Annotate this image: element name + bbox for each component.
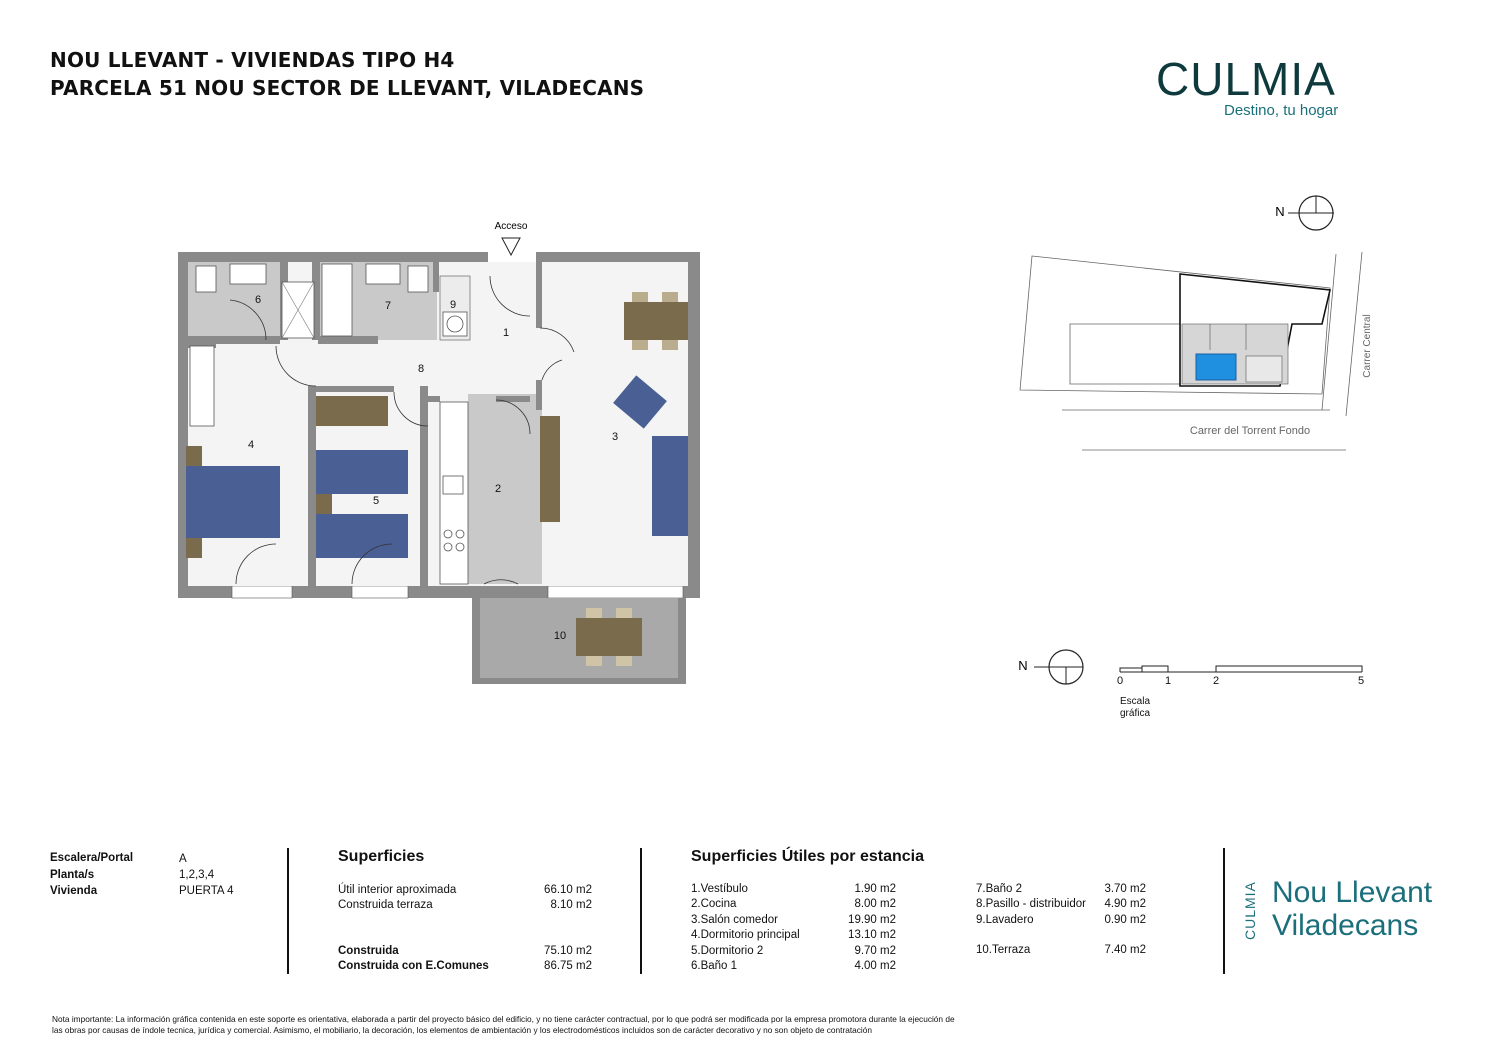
sup-label-construida: Construida bbox=[338, 945, 399, 957]
info-label-portal: Escalera/Portal bbox=[50, 852, 134, 864]
brand-tagline: Destino, tu hogar bbox=[1224, 102, 1339, 119]
footer-note-2: las obras por causas de índole tecnica, jurídica y comercial. Asimismo, el mobiliario, la decoración, los elementos de ambientación y los electrodomésticos incluidos son de carácter decorativo y no son objeto de contratación bbox=[52, 1025, 872, 1035]
room-number-3: 3 bbox=[611, 431, 619, 443]
sup-label-comunes: Construida con E.Comunes bbox=[338, 960, 489, 972]
footer-note-1: Nota importante: La información gráfica contenida en este soporte es orientativa, elaborada a partir del proyecto básico del edificio, y no tiene carácter contractual, por lo que podrá ser modificada por la empresa promotora durante la ejecución de bbox=[52, 1014, 955, 1024]
util-label: 10.Terraza bbox=[976, 944, 1031, 956]
util-label: 4.Dormitorio principal bbox=[691, 929, 800, 941]
util-label: 5.Dormitorio 2 bbox=[691, 945, 764, 957]
bed-room-4 bbox=[186, 466, 280, 538]
site-north-label: N bbox=[1275, 204, 1285, 219]
info-value-vivienda: PUERTA 4 bbox=[179, 885, 234, 897]
divider-2 bbox=[640, 848, 642, 974]
logo2-line1: Nou Llevant bbox=[1272, 876, 1433, 909]
room-number-2: 2 bbox=[494, 483, 502, 495]
room-number-6: 6 bbox=[254, 294, 262, 306]
bed-room-5b bbox=[316, 514, 408, 558]
tv-unit bbox=[540, 416, 560, 522]
logo2-line2: Viladecans bbox=[1272, 909, 1419, 942]
util-value: 3.70 m2 bbox=[1104, 883, 1146, 895]
sup-value-terraza: 8.10 m2 bbox=[550, 899, 592, 911]
brand-logo: CULMIA bbox=[1156, 53, 1336, 105]
sup-value-util: 66.10 m2 bbox=[544, 884, 592, 896]
util-label: 9.Lavadero bbox=[976, 914, 1034, 926]
room-number-10: 10 bbox=[553, 630, 567, 642]
sup-value-comunes: 86.75 m2 bbox=[544, 960, 592, 972]
util-value: 4.90 m2 bbox=[1104, 898, 1146, 910]
room-number-8: 8 bbox=[417, 363, 425, 375]
room-number-1: 1 bbox=[502, 327, 510, 339]
util-label: 2.Cocina bbox=[691, 898, 737, 910]
info-value-portal: A bbox=[179, 853, 187, 865]
util-label: 3.Salón comedor bbox=[691, 914, 778, 926]
divider-1 bbox=[287, 848, 289, 974]
util-value: 0.90 m2 bbox=[1104, 914, 1146, 926]
street-south-label: Carrer del Torrent Fondo bbox=[1189, 425, 1311, 437]
info-label-planta: Planta/s bbox=[50, 869, 95, 881]
util-value: 7.40 m2 bbox=[1104, 944, 1146, 956]
sofa bbox=[652, 436, 688, 536]
util-value: 8.00 m2 bbox=[854, 898, 896, 910]
sup-value-construida: 75.10 m2 bbox=[544, 945, 592, 957]
util-label: 1.Vestíbulo bbox=[691, 883, 748, 895]
title-line-1: NOU LLEVANT - VIVIENDAS TIPO H4 bbox=[50, 48, 455, 72]
superficies-title: Superficies bbox=[338, 848, 425, 865]
terrace-table bbox=[576, 618, 642, 656]
info-label-vivienda: Vivienda bbox=[50, 885, 98, 897]
util-value: 4.00 m2 bbox=[854, 960, 896, 972]
scale-label-1: Escala bbox=[1120, 696, 1151, 707]
scale-tick-0: 0 bbox=[1116, 675, 1124, 687]
sup-label-util: Útil interior aproximada bbox=[338, 884, 457, 896]
street-east-label: Carrer Central bbox=[1362, 314, 1373, 378]
scale-tick-5: 5 bbox=[1357, 675, 1365, 687]
access-arrow-icon bbox=[502, 238, 520, 255]
bed-room-5a bbox=[316, 450, 408, 494]
room-number-4: 4 bbox=[247, 439, 255, 451]
util-label: 6.Baño 1 bbox=[691, 960, 738, 972]
dining-table bbox=[624, 302, 688, 340]
scale-section bbox=[1010, 640, 1380, 730]
divider-3 bbox=[1223, 848, 1225, 974]
scale-tick-1: 1 bbox=[1164, 675, 1172, 687]
desk-room-5 bbox=[316, 396, 388, 426]
util-value: 9.70 m2 bbox=[854, 945, 896, 957]
scale-bar bbox=[1168, 666, 1362, 672]
util-value: 19.90 m2 bbox=[848, 914, 896, 926]
room-number-5: 5 bbox=[372, 495, 380, 507]
room-number-7: 7 bbox=[384, 300, 392, 312]
info-value-planta: 1,2,3,4 bbox=[179, 869, 215, 881]
site-plan bbox=[1000, 190, 1380, 470]
util-label: 8.Pasillo - distribuidor bbox=[976, 898, 1086, 910]
utiles-title: Superficies Útiles por estancia bbox=[691, 848, 924, 865]
unit-location-highlight bbox=[1196, 354, 1236, 380]
scale-tick-2: 2 bbox=[1212, 675, 1220, 687]
access-label: Acceso bbox=[494, 221, 528, 232]
util-value: 1.90 m2 bbox=[854, 883, 896, 895]
room-number-9: 9 bbox=[449, 299, 457, 311]
util-value: 13.10 m2 bbox=[848, 929, 896, 941]
logo2-vertical: CULMIA bbox=[1242, 881, 1258, 940]
scale-north-label: N bbox=[1018, 658, 1028, 673]
title-line-2: PARCELA 51 NOU SECTOR DE LLEVANT, VILADECANS bbox=[50, 76, 645, 100]
scale-label-2: gráfica bbox=[1120, 708, 1151, 719]
util-label: 7.Baño 2 bbox=[976, 883, 1023, 895]
sup-label-terraza: Construida terraza bbox=[338, 899, 433, 911]
